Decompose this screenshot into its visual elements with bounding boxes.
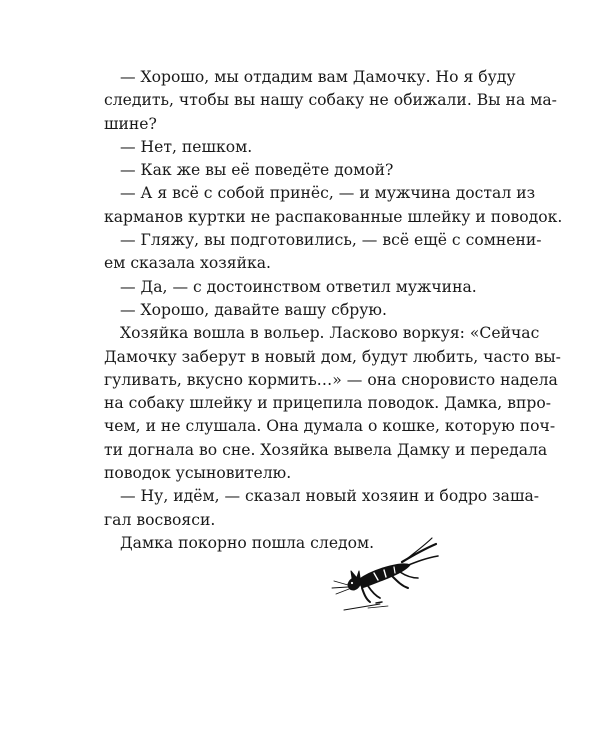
text-line: — Ну, идём, — сказал новый хозяин и бодро заша-: [120, 487, 540, 506]
text-line: карманов куртки не распакованные шлейку и поводок.: [104, 207, 563, 226]
text-line: ем сказала хозяйка.: [104, 254, 271, 273]
text-line: шине?: [104, 114, 157, 133]
text-line: — Как же вы её поведёте домой?: [120, 161, 394, 180]
text-line: на собаку шлейку и прицепила поводок. Дамка, впро-: [104, 394, 552, 413]
text-line: Дамочку заберут в новый дом, будут любить, часто вы-: [104, 347, 561, 366]
text-line: — Хорошо, давайте вашу сбрую.: [120, 300, 387, 319]
text-line: чем, и не слушала. Она думала о кошке, которую поч-: [104, 417, 556, 436]
text-line: следить, чтобы вы нашу собаку не обижали. Вы на ма-: [104, 91, 557, 110]
text-line: Дамка покорно пошла следом.: [120, 533, 375, 552]
body-text: [104, 66, 563, 555]
text-line: — Нет, пешком.: [120, 137, 253, 156]
text-line: — Да, — с достоинством ответил мужчина.: [120, 277, 477, 296]
text-line: — Гляжу, вы подготовились, — всё ещё с сомнени-: [120, 231, 542, 250]
text-line: поводок усыновителю.: [104, 464, 292, 483]
text-line: — Хорошо, мы отдадим вам Дамочку. Но я буду: [120, 68, 516, 86]
text-line: гал восвояси.: [104, 510, 216, 529]
running-cat-icon: [322, 536, 442, 618]
text-line: ти догнала во сне. Хозяйка вывела Дамку и передала: [104, 440, 548, 459]
text-line: гуливать, вкусно кормить…» — она сноровисто надела: [104, 370, 558, 389]
text-line: — А я всё с собой принёс, — и мужчина достал из: [120, 184, 536, 203]
text-line: Хозяйка вошла в вольер. Ласково воркуя: «Сейчас: [120, 324, 540, 343]
